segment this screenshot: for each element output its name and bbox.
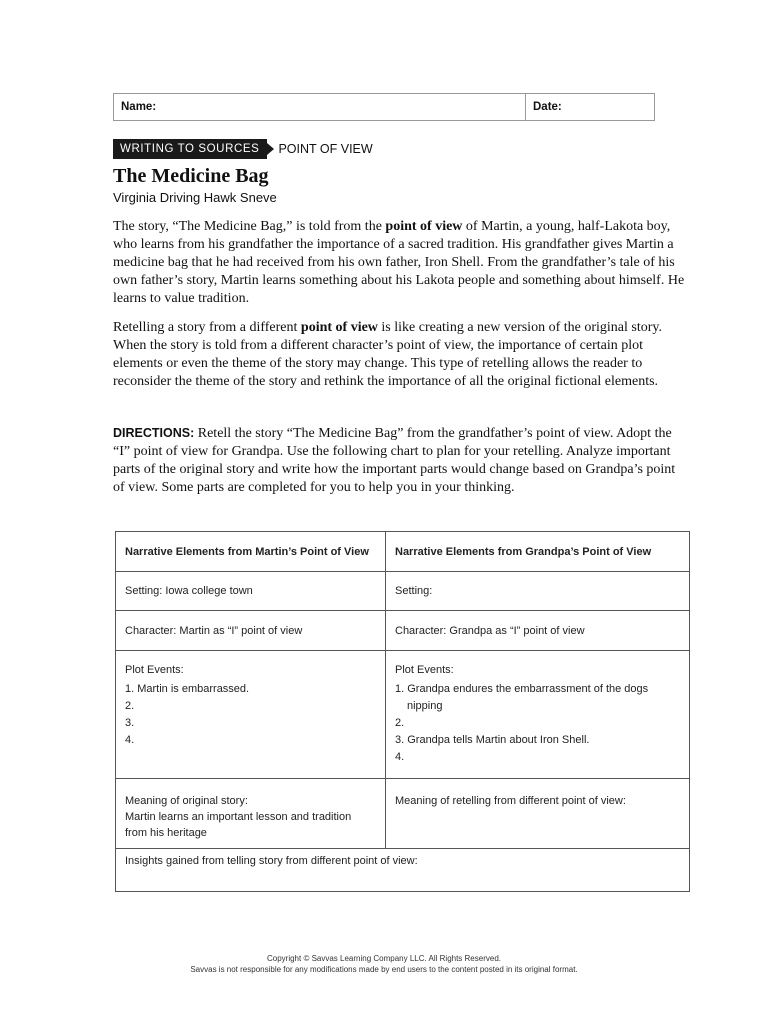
plot-grandpa-4: 4. <box>395 751 405 763</box>
p1-bold-term: point of view <box>385 219 463 234</box>
directions-paragraph <box>113 424 689 497</box>
p1-text-after: of Martin, a young, half-Lakota boy, who learns from his grandfather the importance of a sacred tradition. His grandfather gives Martin a medicine bag that he had received from his own father, Iron Shell. From the grandfather’s tale of his own father’s story, Martin learns something about his Lakota people and something about himself. He learns to value tradition. <box>113 219 685 306</box>
page-footer <box>0 953 768 975</box>
section-banner <box>113 139 373 159</box>
character-row <box>116 611 690 651</box>
intro-paragraph-1 <box>113 218 689 308</box>
insights-label: Insights gained from telling story from different point of view: <box>125 855 418 867</box>
plot-martin-1: 1. Martin is embarrassed. <box>125 683 250 695</box>
meaning-grandpa-cell[interactable] <box>386 779 690 849</box>
plot-grandpa-3: 3. Grandpa tells Martin about Iron Shell. <box>395 734 590 746</box>
pov-chart <box>115 531 690 892</box>
directions-label: DIRECTIONS: <box>113 426 195 440</box>
plot-grandpa-1: 1. Grandpa endures the embarrassment of the dogs <box>395 683 649 695</box>
col2-header: Narrative Elements from Grandpa’s Point of View <box>386 532 690 572</box>
directions-text: Retell the story “The Medicine Bag” from the grandfather’s point of view. Adopt the “I” point of view for Grandpa. Use the following chart to plan for your retelling. Analyze important parts of the original story and write how the important parts would change based on Grandpa’s point of view. Some parts are completed for you to help you in your thinking. <box>113 426 676 495</box>
plot-grandpa-cell[interactable] <box>386 651 690 779</box>
plot-label-martin: Plot Events: <box>125 664 184 676</box>
plot-label-grandpa: Plot Events: <box>395 664 454 676</box>
plot-martin-3: 3. <box>125 717 135 729</box>
p2-bold-term: point of view <box>300 320 378 335</box>
banner-arrow-icon <box>267 143 274 155</box>
p2-text-after: is like creating a new version of the original story. When the story is told from a different character’s point of view, the importance of certain plot elements or even the theme of the story may change. This type of retelling allows the reader to reconsider the theme of the story and rethink the importance of all the original fictional elements. <box>113 320 662 389</box>
intro-paragraph-2 <box>113 319 689 391</box>
p1-text-before: The story, “The Medicine Bag,” is told from the <box>113 219 386 234</box>
banner-topic: POINT OF VIEW <box>278 142 373 156</box>
plot-row <box>116 651 690 779</box>
character-martin-cell: Character: Martin as “I” point of view <box>116 611 386 651</box>
p2-text-before: Retelling a story from a different <box>113 320 301 335</box>
setting-row <box>116 572 690 611</box>
banner-tag: WRITING TO SOURCES <box>113 139 267 159</box>
name-date-box <box>113 93 655 121</box>
setting-grandpa-cell[interactable]: Setting: <box>386 572 690 611</box>
date-field[interactable] <box>526 94 654 120</box>
plot-martin-4: 4. <box>125 734 135 746</box>
copyright-line: Copyright © Savvas Learning Company LLC. All Rights Reserved. <box>266 954 501 963</box>
col1-header: Narrative Elements from Martin’s Point of View <box>116 532 386 572</box>
name-label: Name: <box>121 101 157 113</box>
plot-martin-cell[interactable] <box>116 651 386 779</box>
story-title: The Medicine Bag <box>113 165 269 187</box>
meaning-martin-cell <box>116 779 386 849</box>
plot-grandpa-1-cont: nipping <box>407 700 443 712</box>
plot-martin-2: 2. <box>125 700 135 712</box>
character-grandpa-cell: Character: Grandpa as “I” point of view <box>386 611 690 651</box>
meaning-row <box>116 779 690 849</box>
disclaimer-line: Savvas is not responsible for any modifications made by end users to the content posted in its original format. <box>190 965 578 974</box>
name-field[interactable] <box>114 94 526 120</box>
plot-grandpa-2: 2. <box>395 717 405 729</box>
insights-row <box>116 849 690 892</box>
date-label: Date: <box>533 101 562 113</box>
meaning-martin-label: Meaning of original story: <box>125 795 248 807</box>
meaning-grandpa-label: Meaning of retelling from different point of view: <box>395 795 626 807</box>
story-author: Virginia Driving Hawk Sneve <box>113 190 277 205</box>
setting-martin-cell: Setting: Iowa college town <box>116 572 386 611</box>
chart-header-row <box>116 532 690 572</box>
insights-cell[interactable] <box>116 849 690 892</box>
meaning-martin-text: Martin learns an important lesson and tradition from his heritage <box>125 811 352 839</box>
